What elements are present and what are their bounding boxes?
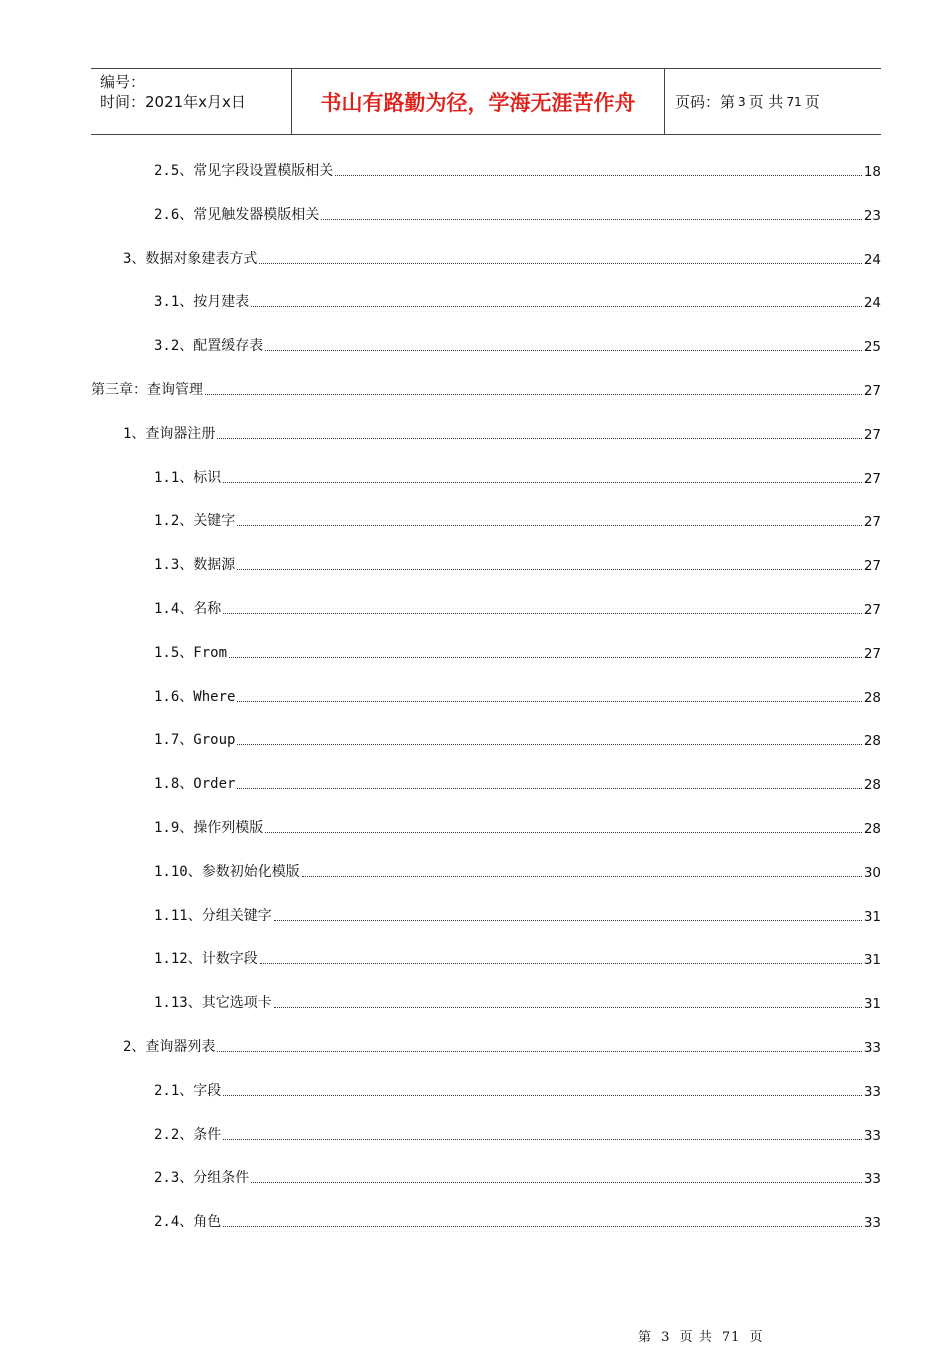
page-current: 3	[738, 94, 746, 109]
toc-entry-page: 27	[863, 602, 881, 618]
toc-entry-page: 33	[863, 1215, 881, 1232]
toc-entry-title: 1.8、Order	[154, 776, 236, 793]
toc-entry-page: 28	[863, 777, 881, 794]
toc-entry[interactable]	[154, 160, 881, 180]
toc-entry[interactable]	[154, 773, 881, 793]
toc-entry-title: 1.4、名称	[154, 601, 222, 617]
code-label: 编号：	[100, 73, 146, 91]
toc-entry-title: 1.5、From	[154, 644, 228, 661]
toc-entry-page: 31	[863, 908, 881, 925]
toc-entry-title: 3.1、按月建表	[154, 294, 250, 311]
footer-prefix: 第	[638, 1330, 653, 1345]
toc-entry-title: 1.1、标识	[154, 469, 222, 486]
toc-leader-dots	[265, 832, 862, 833]
toc-entry[interactable]	[123, 423, 881, 443]
toc-entry[interactable]	[154, 905, 881, 925]
toc-entry-page: 28	[863, 821, 881, 837]
toc-entry[interactable]	[154, 686, 881, 706]
toc-leader-dots	[237, 744, 861, 745]
toc-leader-dots	[229, 657, 862, 658]
toc-entry[interactable]	[154, 1124, 881, 1144]
toc-entry-title: 1.6、Where	[154, 688, 236, 705]
toc-leader-dots	[251, 1182, 862, 1183]
toc-entry[interactable]	[154, 861, 881, 881]
toc-entry-page: 30	[863, 864, 881, 881]
header-meta	[91, 69, 292, 134]
toc-entry[interactable]	[154, 510, 881, 530]
toc-entry-page: 23	[863, 207, 881, 224]
footer-current: 3	[661, 1330, 671, 1345]
toc-entry-title: 1.13、其它选项卡	[154, 995, 272, 1012]
footer-total: 71	[721, 1330, 741, 1345]
toc-entry-page: 27	[863, 514, 881, 531]
toc-entry-page: 18	[863, 164, 881, 180]
toc-entry-page: 24	[863, 251, 881, 268]
toc-leader-dots	[217, 438, 861, 439]
footer-suffix: 页	[749, 1330, 764, 1345]
toc-leader-dots	[302, 876, 862, 877]
toc-leader-dots	[237, 788, 861, 789]
toc-leader-dots	[223, 1139, 862, 1140]
toc-entry-title: 2、查询器列表	[123, 1039, 216, 1055]
toc-leader-dots	[237, 701, 861, 702]
toc-entry-title: 1.3、数据源	[154, 557, 236, 574]
toc-leader-dots	[321, 219, 862, 220]
toc-entry[interactable]	[123, 248, 881, 268]
page-footer	[638, 1326, 764, 1345]
toc-entry-page: 28	[863, 689, 881, 706]
toc-entry-title: 1.9、操作列模版	[154, 820, 264, 836]
header-motto-cell	[292, 69, 665, 134]
time-label: 时间：2021年x月x日	[100, 93, 246, 111]
toc-leader-dots	[237, 525, 862, 526]
toc-entry[interactable]	[154, 467, 881, 487]
page-total: 71	[786, 94, 802, 109]
toc-entry-page: 27	[863, 558, 881, 575]
toc-entry[interactable]	[154, 335, 881, 355]
toc-entry[interactable]	[154, 1167, 881, 1187]
toc-entry-page: 25	[863, 339, 881, 356]
toc-leader-dots	[251, 306, 862, 307]
toc-entry-title: 第三章：查询管理	[91, 382, 203, 398]
toc-entry-title: 2.4、角色	[154, 1214, 222, 1231]
header-page-info	[665, 69, 881, 134]
toc-entry[interactable]	[123, 1036, 881, 1056]
toc-leader-dots	[237, 569, 862, 570]
toc-entry-page: 27	[863, 470, 881, 487]
toc-entry-title: 2.1、字段	[154, 1082, 222, 1099]
toc-leader-dots	[223, 1095, 862, 1096]
toc-entry-page: 33	[863, 1171, 881, 1188]
page-header	[91, 68, 881, 135]
toc-leader-dots	[223, 482, 862, 483]
toc-entry-page: 31	[863, 952, 881, 969]
toc-leader-dots	[259, 263, 861, 264]
toc-leader-dots	[217, 1051, 861, 1052]
toc-leader-dots	[265, 350, 862, 351]
toc-entry[interactable]	[154, 992, 881, 1012]
toc-entry-title: 2.5、常见字段设置模版相关	[154, 163, 334, 179]
toc-entry-page: 31	[863, 996, 881, 1013]
toc-leader-dots	[223, 1226, 862, 1227]
toc-entry-title: 1.12、计数字段	[154, 951, 258, 968]
toc-entry[interactable]	[154, 817, 881, 837]
toc-leader-dots	[260, 963, 862, 964]
toc-entry-title: 1、查询器注册	[123, 425, 216, 442]
page-suffix: 页	[804, 93, 820, 111]
toc-entry-page: 27	[863, 383, 881, 399]
toc-entry-title: 2.3、分组条件	[154, 1170, 250, 1187]
toc-entry-title: 2.2、条件	[154, 1126, 222, 1143]
toc-entry[interactable]	[154, 642, 881, 662]
toc-entry-page: 27	[863, 426, 881, 443]
toc-entry[interactable]	[154, 598, 881, 618]
toc-entry[interactable]	[154, 948, 881, 968]
toc-leader-dots	[205, 394, 862, 395]
toc-leader-dots	[335, 175, 862, 176]
toc-entry[interactable]	[154, 291, 881, 311]
page-prefix: 页码：第	[675, 93, 736, 111]
toc-entry-page: 33	[863, 1127, 881, 1144]
toc-entry-title: 1.10、参数初始化模版	[154, 863, 300, 880]
toc-leader-dots	[274, 1007, 862, 1008]
toc-entry-page: 27	[863, 645, 881, 662]
toc-entry-title: 1.2、关键字	[154, 513, 236, 530]
toc-entry[interactable]	[154, 204, 881, 224]
toc-leader-dots	[223, 613, 862, 614]
toc-entry-page: 28	[863, 733, 881, 750]
toc-entry-title: 1.11、分组关键字	[154, 907, 272, 924]
toc-entry-page: 33	[863, 1040, 881, 1056]
toc-entry[interactable]	[91, 379, 881, 399]
toc-entry-title: 1.7、Group	[154, 732, 236, 749]
footer-mid: 页 共	[679, 1330, 713, 1345]
page-mid: 页 共	[748, 93, 784, 111]
toc-leader-dots	[274, 920, 862, 921]
toc-entry-page: 33	[863, 1083, 881, 1100]
toc-entry-title: 3、数据对象建表方式	[123, 250, 258, 267]
toc-entry[interactable]	[154, 1211, 881, 1231]
toc-entry[interactable]	[154, 729, 881, 749]
toc-entry-title: 2.6、常见触发器模版相关	[154, 206, 320, 223]
header-motto: 书山有路勤为径，学海无涯苦作舟	[320, 89, 636, 115]
toc-entry-title: 3.2、配置缓存表	[154, 338, 264, 355]
toc-entry[interactable]	[154, 554, 881, 574]
toc-entry[interactable]	[154, 1080, 881, 1100]
toc-entry-page: 24	[863, 295, 881, 312]
